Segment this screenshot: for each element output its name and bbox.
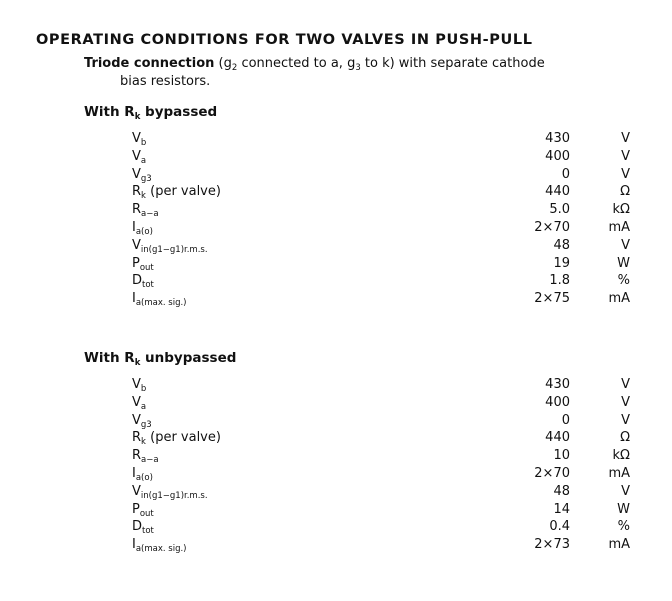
parameter-value: 440 (545, 430, 570, 446)
parameter-unit: mA (608, 465, 630, 481)
table-row (0, 502, 672, 520)
parameter-unit: kΩ (612, 448, 630, 464)
intro-bold-term: Triode connection (84, 56, 215, 71)
parameter-symbol: $V_a$ (132, 394, 147, 412)
parameter-symbol: $V_b$ (132, 377, 147, 394)
parameter-unit: V (621, 412, 630, 428)
parameter-symbol: $R_k$ (per valve) (132, 184, 221, 202)
parameter-value: 400 (545, 148, 570, 164)
intro-line-1 (84, 55, 644, 73)
parameter-symbol: $V_{g3}$ (132, 166, 152, 184)
intro-line-2: bias resistors. (120, 74, 211, 89)
parameter-value: 400 (545, 394, 570, 410)
parameter-value: 440 (545, 184, 570, 200)
table-row (0, 537, 672, 555)
parameter-symbol: $V_{in(g1-g1)r.m.s.}$ (132, 483, 208, 501)
parameter-unit: V (621, 377, 630, 392)
intro-paragraph (84, 55, 644, 91)
table-row (0, 377, 672, 395)
parameter-value: 0.4 (549, 519, 570, 535)
table-row (0, 291, 672, 309)
parameter-value: 430 (545, 131, 570, 146)
parameter-unit: V (621, 394, 630, 410)
table-row (0, 484, 672, 502)
section-title-text: With R (84, 104, 135, 120)
table-row (0, 131, 672, 149)
table-row (0, 167, 672, 185)
parameter-unit: V (621, 483, 630, 499)
table-row (0, 413, 672, 431)
section-title-text: bypassed (140, 104, 218, 120)
parameter-symbol: $R_{a-a}$ (132, 448, 159, 466)
section-title-text: With R (84, 350, 135, 366)
table-row (0, 519, 672, 537)
parameter-value: 2×73 (534, 537, 570, 553)
table-row (0, 202, 672, 220)
parameter-symbol: $R_k$ (per valve) (132, 430, 221, 448)
parameter-symbol: $V_b$ (132, 131, 147, 148)
table-row (0, 256, 672, 274)
intro-text: connected to a, g (237, 56, 356, 71)
table-row (0, 466, 672, 484)
parameter-symbol: $I_{a(max. sig.)}$ (132, 537, 187, 555)
table-row (0, 220, 672, 238)
parameter-symbol: $D_{tot}$ (132, 273, 154, 291)
parameter-value: 10 (553, 448, 570, 464)
parameter-unit: V (621, 166, 630, 182)
parameter-symbol: $I_{a(o)}$ (132, 465, 153, 483)
section-title-subscript: k (134, 358, 141, 368)
parameter-value: 5.0 (549, 202, 570, 218)
parameter-value: 2×70 (534, 219, 570, 235)
table-row (0, 430, 672, 448)
parameter-value: 14 (553, 501, 570, 517)
parameter-unit: kΩ (612, 202, 630, 218)
parameter-symbol: $P_{out}$ (132, 255, 154, 273)
parameter-unit: V (621, 237, 630, 253)
parameter-symbol: $V_{g3}$ (132, 412, 152, 430)
parameter-value: 19 (553, 255, 570, 271)
parameter-value: 2×70 (534, 465, 570, 481)
section-title-bypassed (84, 104, 217, 120)
parameter-unit: mA (608, 291, 630, 307)
table-row (0, 273, 672, 291)
parameter-value: 430 (545, 377, 570, 392)
table-row (0, 149, 672, 167)
table-bypassed (0, 131, 672, 309)
section-title-unbypassed (84, 350, 236, 366)
parameter-symbol: $I_{a(max. sig.)}$ (132, 291, 187, 309)
intro-text: to k) with separate cathode (360, 56, 545, 71)
parameter-symbol: $V_a$ (132, 148, 147, 166)
intro-subscript: 2 (231, 63, 238, 73)
parameter-symbol: $D_{tot}$ (132, 519, 154, 537)
parameter-symbol: $I_{a(o)}$ (132, 219, 153, 237)
parameter-unit: Ω (620, 430, 630, 446)
parameter-unit: W (617, 501, 630, 517)
table-unbypassed (0, 377, 672, 555)
parameter-unit: % (617, 519, 630, 535)
parameter-value: 48 (553, 483, 570, 499)
parameter-unit: mA (608, 219, 630, 235)
parameter-symbol: $V_{in(g1-g1)r.m.s.}$ (132, 237, 208, 255)
parameter-unit: mA (608, 537, 630, 553)
table-row (0, 395, 672, 413)
parameter-value: 2×75 (534, 291, 570, 307)
parameter-value: 0 (561, 166, 570, 182)
parameter-unit: V (621, 131, 630, 146)
parameter-unit: % (617, 273, 630, 289)
intro-subscript: 3 (355, 63, 361, 73)
table-row (0, 184, 672, 202)
page-heading: OPERATING CONDITIONS FOR TWO VALVES IN PUSH-PULL (36, 32, 533, 48)
parameter-value: 0 (561, 412, 570, 428)
intro-text: (g (214, 56, 232, 71)
table-row (0, 238, 672, 256)
parameter-unit: W (617, 255, 630, 271)
section-title-text: unbypassed (140, 350, 237, 366)
section-title-subscript: k (134, 112, 141, 122)
parameter-symbol: $R_{a-a}$ (132, 202, 159, 220)
table-row (0, 448, 672, 466)
parameter-unit: V (621, 148, 630, 164)
parameter-symbol: $P_{out}$ (132, 501, 154, 519)
parameter-unit: Ω (620, 184, 630, 200)
parameter-value: 48 (553, 237, 570, 253)
parameter-value: 1.8 (549, 273, 570, 289)
